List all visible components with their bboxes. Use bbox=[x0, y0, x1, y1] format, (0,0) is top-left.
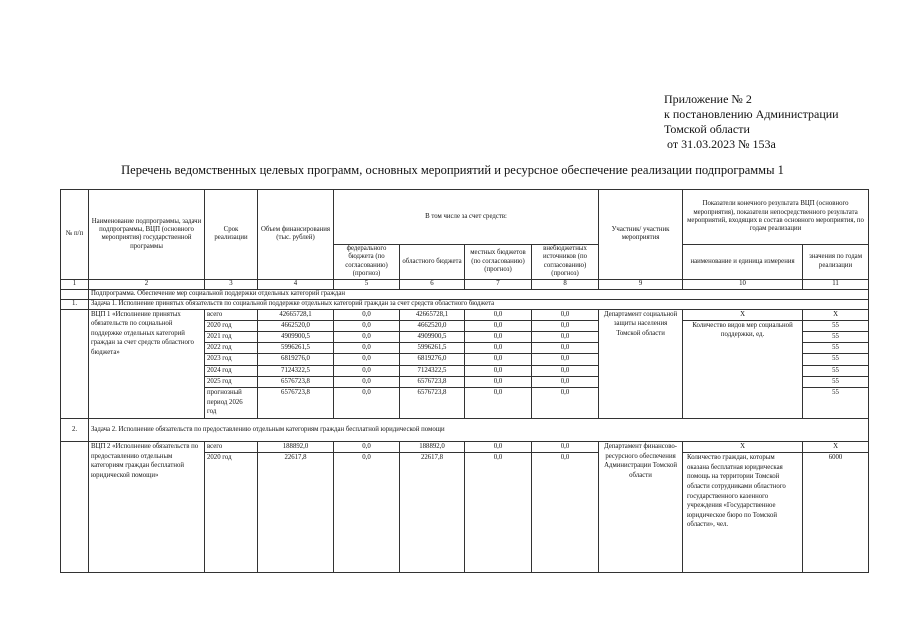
appendix-line: Приложение № 2 bbox=[664, 92, 752, 106]
term-cell: всего bbox=[205, 310, 257, 321]
appendix-line: от 31.03.2023 № 153а bbox=[664, 137, 776, 151]
header-name: Наименование подпрограммы, задачи подпрограммы, ВЦП (основного мероприятия) государственной программы bbox=[89, 190, 205, 280]
volume-cell: 4909900,5 bbox=[258, 332, 333, 343]
term-cell: 2022 год bbox=[205, 343, 257, 354]
regional-cell: 22617,8 bbox=[420, 454, 444, 462]
offbudget-cell: 0,0 bbox=[532, 310, 598, 321]
header-indicators: Показатели конечного результата ВЦП (основного мероприятия), показатели непосредственного результата мероприятий, входящих в состав основного мероприятия, по годам реализации bbox=[683, 190, 869, 245]
indicator-x: Х bbox=[683, 442, 802, 453]
federal-cell: 0,0 bbox=[334, 310, 399, 321]
offbudget-cell: 0,0 bbox=[560, 454, 570, 462]
offbudget-cell: 0,0 bbox=[532, 343, 598, 354]
term-cell: 2020 год bbox=[205, 321, 257, 332]
volume-cell: 4662520,0 bbox=[258, 321, 333, 332]
local-cell: 0,0 bbox=[493, 454, 503, 462]
task-title: Задача 1. Исполнение принятых обязательств по социальной поддержке отдельных категорий граждан за счет средств областного бюджета bbox=[89, 299, 869, 309]
volume-cell: 7124322,5 bbox=[258, 366, 333, 377]
vcp2-participant: Департамент финансово-ресурсного обеспечения Администрации Томской области bbox=[599, 441, 683, 572]
vcp2-name: ВЦП 2 «Исполнение обязательств по предоставлению отдельным категориям граждан бесплатной юридической помощи» bbox=[89, 441, 205, 572]
column-number: 3 bbox=[205, 279, 258, 289]
column-number: 9 bbox=[599, 279, 683, 289]
federal-cell: 0,0 bbox=[362, 388, 371, 396]
header-local: местных бюджетов (по согласованию) (прогноз) bbox=[465, 245, 532, 280]
volume-cell: 5996261,5 bbox=[258, 343, 333, 354]
term-cell: 2023 год bbox=[205, 354, 257, 365]
volume-cell: 6576723,8 bbox=[258, 377, 333, 388]
column-number: 10 bbox=[683, 279, 803, 289]
task-row bbox=[61, 418, 869, 441]
offbudget-cell: 0,0 bbox=[532, 366, 598, 377]
header-federal: федерального бюджета (по согласованию) (прогноз) bbox=[334, 245, 400, 280]
offbudget-cell: 0,0 bbox=[532, 377, 598, 388]
header-num: № п/п bbox=[61, 190, 89, 280]
federal-cell: 0,0 bbox=[334, 442, 399, 453]
offbudget-cell: 0,0 bbox=[560, 388, 570, 396]
regional-cell: 4909900,5 bbox=[400, 332, 464, 343]
header-participant: Участник/ участник мероприятия bbox=[599, 190, 683, 280]
federal-cell: 0,0 bbox=[334, 321, 399, 332]
task-number: 2. bbox=[61, 418, 89, 441]
header-including: В том числе за счет средств: bbox=[334, 190, 599, 245]
vcp1-name: ВЦП 1 «Исполнение принятых обязательств по социальной поддержке отдельных категорий граждан за счет средств областного бюджета» bbox=[89, 309, 205, 418]
local-cell: 0,0 bbox=[465, 366, 531, 377]
header-offbudget: внебюджетных источников (по согласованию) (прогноз) bbox=[532, 245, 599, 280]
offbudget-cell: 0,0 bbox=[532, 442, 598, 453]
subprogram-row bbox=[61, 289, 869, 299]
term-cell: 2020 год bbox=[207, 454, 232, 462]
regional-cell: 6576723,8 bbox=[400, 377, 464, 388]
header-regional: областного бюджета bbox=[400, 245, 465, 280]
column-number: 8 bbox=[532, 279, 599, 289]
task-title: Задача 2. Исполнение обязательств по предоставлению отдельным категориям граждан бесплатной юридической помощи bbox=[89, 418, 869, 441]
column-number: 5 bbox=[334, 279, 400, 289]
column-number: 11 bbox=[803, 279, 869, 289]
vcp2-row bbox=[61, 441, 869, 572]
header-term: Срок реализации bbox=[205, 190, 258, 280]
term-cell: прогнозный период 2026 год bbox=[207, 388, 243, 416]
offbudget-cell: 0,0 bbox=[532, 354, 598, 365]
local-cell: 0,0 bbox=[493, 388, 503, 396]
value-cell: 55 bbox=[803, 321, 868, 332]
value-cell: 55 bbox=[803, 354, 868, 365]
vcp2-indicator: Количество граждан, которым оказана бесплатная юридическая помощь на территории Томской области сотрудниками областного государственного казенного учреждения «Государственное юридическое бюро по Томской области», чел. bbox=[687, 454, 786, 529]
column-number: 4 bbox=[258, 279, 334, 289]
header-indicator-value: значения по годам реализации bbox=[803, 245, 869, 280]
vcp1-indicator: Количество видов мер социальной поддержки, ед. bbox=[692, 321, 793, 339]
value-cell: 55 bbox=[803, 377, 868, 388]
regional-cell: 6576723,8 bbox=[417, 388, 447, 396]
local-cell: 0,0 bbox=[465, 332, 531, 343]
header-indicator-name: наименование и единица измерения bbox=[683, 245, 803, 280]
value-cell: 55 bbox=[832, 388, 839, 396]
appendix-line: к постановлению Администрации bbox=[664, 107, 839, 121]
task-number: 1. bbox=[61, 299, 89, 309]
local-cell: 0,0 bbox=[465, 442, 531, 453]
local-cell: 0,0 bbox=[465, 377, 531, 388]
value-cell: Х bbox=[803, 310, 868, 321]
volume-cell: 22617,8 bbox=[284, 454, 307, 462]
column-numbers-row bbox=[61, 279, 869, 289]
term-cell: 2021 год bbox=[205, 332, 257, 343]
federal-cell: 0,0 bbox=[334, 343, 399, 354]
local-cell: 0,0 bbox=[465, 321, 531, 332]
vcp1-participant: Департамент социальной защиты населения Томской области bbox=[599, 309, 683, 418]
column-number: 7 bbox=[465, 279, 532, 289]
task-row bbox=[61, 299, 869, 309]
indicator-x: Х bbox=[683, 310, 802, 321]
volume-cell: 6576723,8 bbox=[281, 388, 310, 396]
value-cell: 55 bbox=[803, 366, 868, 377]
column-number: 1 bbox=[61, 279, 89, 289]
column-number: 6 bbox=[400, 279, 465, 289]
offbudget-cell: 0,0 bbox=[532, 332, 598, 343]
regional-cell: 6819276,0 bbox=[400, 354, 464, 365]
local-cell: 0,0 bbox=[465, 354, 531, 365]
volume-cell: 188892,0 bbox=[258, 442, 333, 453]
program-table bbox=[60, 189, 869, 573]
appendix-line: Томской области bbox=[664, 122, 750, 136]
volume-cell: 6819276,0 bbox=[258, 354, 333, 365]
column-number: 2 bbox=[89, 279, 205, 289]
offbudget-cell: 0,0 bbox=[532, 321, 598, 332]
appendix-block bbox=[664, 92, 839, 152]
regional-cell: 5996261,5 bbox=[400, 343, 464, 354]
subprogram-title: Подпрограмма. Обеспечение мер социальной поддержки отдельных категорий граждан bbox=[89, 289, 869, 299]
federal-cell: 0,0 bbox=[334, 366, 399, 377]
regional-cell: 188892,0 bbox=[400, 442, 464, 453]
federal-cell: 0,0 bbox=[334, 377, 399, 388]
regional-cell: 7124322,5 bbox=[400, 366, 464, 377]
value-cell: 55 bbox=[803, 343, 868, 354]
value-cell: 6000 bbox=[828, 454, 843, 462]
vcp1-row bbox=[61, 309, 869, 418]
local-cell: 0,0 bbox=[465, 310, 531, 321]
federal-cell: 0,0 bbox=[334, 332, 399, 343]
term-cell: 2024 год bbox=[205, 366, 257, 377]
header-volume: Объем финансирования (тыс. рублей) bbox=[258, 190, 334, 280]
value-cell: 55 bbox=[803, 332, 868, 343]
federal-cell: 0,0 bbox=[334, 354, 399, 365]
term-cell: 2025 год bbox=[205, 377, 257, 388]
document-title: Перечень ведомственных целевых программ, основных мероприятий и ресурсное обеспечение реализации подпрограммы 1 bbox=[121, 163, 784, 177]
regional-cell: 4662520,0 bbox=[400, 321, 464, 332]
local-cell: 0,0 bbox=[465, 343, 531, 354]
volume-cell: 42665728,1 bbox=[258, 310, 333, 321]
term-cell: всего bbox=[205, 442, 257, 453]
value-x: Х bbox=[803, 442, 868, 453]
federal-cell: 0,0 bbox=[362, 454, 371, 462]
regional-cell: 42665728,1 bbox=[400, 310, 464, 321]
